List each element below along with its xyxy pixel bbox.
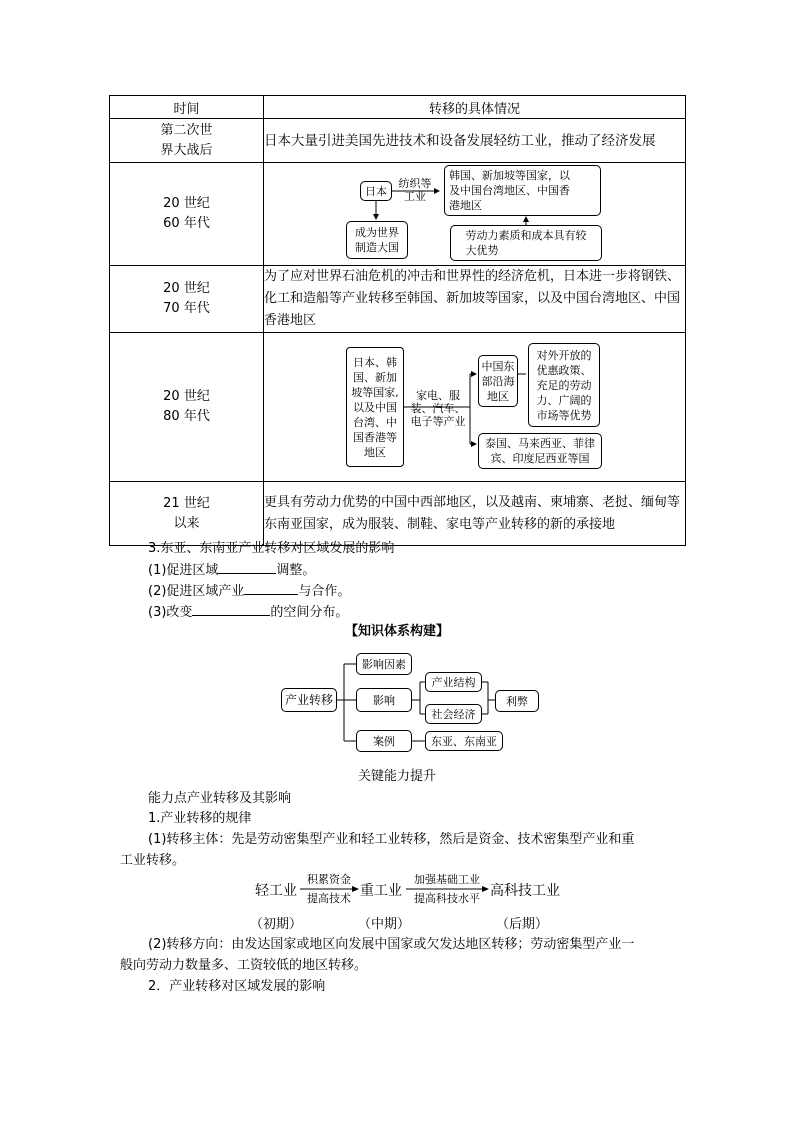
- flow-heavy-industry: 重工业: [360, 883, 402, 899]
- detail-text: 日本大量引进美国先进技术和设备发展轻纺工业，推动了经济发展: [264, 119, 686, 163]
- node-industry-transfer: 产业转移: [281, 688, 337, 712]
- node-china-coast: 中国东 部沿海 地区: [478, 355, 518, 407]
- ability-heading: 关键能力提升: [357, 769, 436, 784]
- flow-arrow1-bottom: 提高技术: [307, 892, 351, 905]
- diagram-1960s-cell: [264, 163, 686, 266]
- direction-line2: 般向劳动力数量多、工资较低的地区转移。: [120, 958, 368, 973]
- direction-line1: (2)转移方向：由发达国家或地区向发展中国家或欠发达地区转移；劳动密集型产业一: [148, 937, 635, 952]
- knowledge-title: 【知识体系构建】: [344, 624, 449, 639]
- node-impact: 影响: [356, 688, 412, 712]
- node-japan: 日本: [360, 181, 392, 201]
- diagram-1980s: [264, 333, 685, 481]
- flow-arrow2-bottom: 提高科技水平: [414, 892, 480, 905]
- subject-line2: 工业转移。: [120, 853, 186, 868]
- flow-arrow1-top: 积累资金: [307, 873, 351, 886]
- impact-title: 2．产业转移对区域发展的影响: [148, 979, 326, 994]
- table-row: [110, 266, 686, 333]
- node-source-regions: 日本、韩 国、新加 坡等国家, 以及中国 台湾、中 国香港等 地区: [346, 347, 404, 467]
- detail-text: 更具有劳动力优势的中国中西部地区，以及越南、柬埔寨、老挝、缅甸等东南亚国家，成为服装、制鞋、家电等产业转移的新的承接地: [264, 482, 686, 546]
- section3-item1: (1)促进区域 调整。: [148, 559, 315, 581]
- table-row: [110, 119, 686, 163]
- flow-stage-late: （后期）: [496, 917, 549, 932]
- section3-item3: (3)改变 的空间分布。: [148, 601, 348, 623]
- time-cell: 20 世纪 80 年代: [110, 333, 264, 482]
- subject-line1: (1)转移主体：先是劳动密集型产业和轻工业转移，然后是资金、技术密集型产业和重: [148, 832, 635, 847]
- node-southeast-asia: 泰国、马来西亚、菲律 宾、印度尼西亚等国: [478, 433, 602, 469]
- table-row: [110, 482, 686, 546]
- answer-blank[interactable]: [192, 601, 270, 616]
- node-manufacturing-power: 成为世界 制造大国: [346, 221, 408, 259]
- node-social-economy: 社会经济: [425, 704, 482, 724]
- flow-arrow2-top: 加强基础工业: [414, 873, 480, 886]
- header-time: 时间: [110, 96, 264, 119]
- section3-item2: (2)促进区域产业 与合作。: [148, 580, 350, 602]
- table-row: [110, 333, 686, 482]
- node-labor-advantage: 劳动力素质和成本具有较 大优势: [450, 225, 602, 261]
- diagram-arrows: [264, 333, 686, 481]
- industry-transfer-table: [109, 95, 686, 546]
- detail-text: 为了应对世界石油危机的冲击和世界性的经济危机，日本进一步将钢铁、化工和造船等产业转移至韩国、新加坡等国家，以及中国台湾地区、中国香港地区: [264, 266, 686, 333]
- arrow-label-industries: 家电、服 装、汽车、 电子等产业: [410, 389, 466, 428]
- section3-title: 3.东亚、东南亚产业转移对区域发展的影响: [148, 541, 395, 556]
- header-detail: 转移的具体情况: [264, 96, 686, 119]
- diagram-1960s: [264, 163, 685, 265]
- node-east-southeast-asia: 东亚、东南亚: [425, 731, 503, 751]
- answer-blank[interactable]: [244, 580, 298, 595]
- diagram-1980s-cell: [264, 333, 686, 482]
- time-cell: 第二次世 界大战后: [110, 119, 264, 163]
- time-cell: 20 世纪 60 年代: [110, 163, 264, 266]
- flow-hightech-industry: 高科技工业: [490, 883, 560, 899]
- time-cell: 21 世纪 以来: [110, 482, 264, 546]
- flow-light-industry: 轻工业: [255, 883, 297, 899]
- table-header-row: [110, 96, 686, 119]
- node-china-advantages: 对外开放的 优惠政策、 充足的劳动 力、广阔的 市场等优势: [528, 343, 600, 427]
- knowledge-diagram: [0, 640, 794, 760]
- node-industrial-structure: 产业结构: [425, 672, 482, 692]
- rule-title: 1.产业转移的规律: [148, 811, 252, 826]
- ability-point: 能力点产业转移及其影响: [148, 791, 292, 806]
- arrow-label-textile: 纺织等 工业: [398, 177, 432, 203]
- node-target-regions: 韩国、新加坡等国家，以 及中国台湾地区、中国香 港地区: [444, 165, 601, 216]
- node-pros-cons: 利弊: [495, 690, 539, 712]
- answer-blank[interactable]: [218, 559, 276, 574]
- node-influencing-factors: 影响因素: [356, 653, 412, 675]
- transfer-flow: [0, 868, 794, 933]
- table-row: [110, 163, 686, 266]
- flow-stage-middle: （中期）: [358, 917, 411, 932]
- node-cases: 案例: [356, 730, 412, 752]
- time-cell: 20 世纪 70 年代: [110, 266, 264, 333]
- flow-stage-early: （初期）: [250, 917, 303, 932]
